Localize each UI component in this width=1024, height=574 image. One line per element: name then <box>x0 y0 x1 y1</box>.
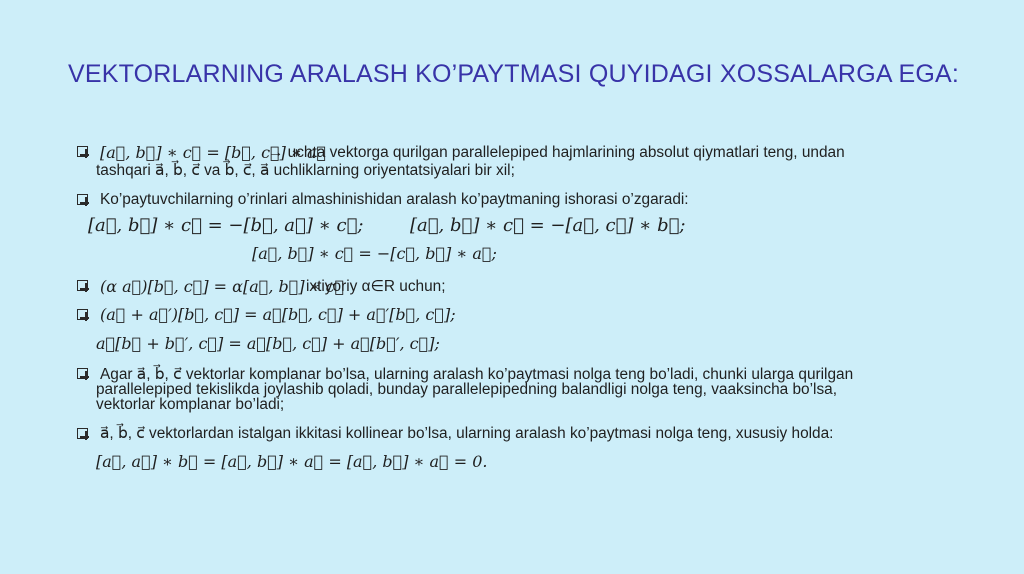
checkbox-bullet-icon <box>77 146 88 157</box>
checkbox-bullet-icon <box>77 194 88 205</box>
item-3-text: ixtiyoriy α∈R uchun; <box>306 278 446 295</box>
item-5-text-cont2: vektorlar komplanar bo’ladi; <box>96 396 285 413</box>
item-5-text-cont: parallelepiped tekislikda joylashib qoladi, bunday parallelepipedning balandligi nolga teng, vaaksincha bo’lsa, <box>96 381 837 398</box>
formula-2b: [a⃗, b⃗] ∗ c⃗ = −[a⃗, c⃗] ∗ b⃗; <box>410 215 686 236</box>
slide-title: VEKTORLARNING ARALASH KO’PAYTMASI QUYIDAGI XOSSALARGA EGA: <box>68 60 960 88</box>
formula-2a: [a⃗, b⃗] ∗ c⃗ = −[b⃗, a⃗] ∗ c⃗; <box>88 215 364 236</box>
item-1-text-cont: tashqari a⃗, b⃗, c⃗ va b⃗, c⃗, a⃗ uchliklarning oriyentatsiyalari bir xil; <box>96 162 515 179</box>
item-5-text: Agar a⃗, b⃗, c⃗ vektorlar komplanar bo’lsa, ularning aralash ko’paytmasi nolga teng bo’ladi, chunki ularga qurilgan <box>100 366 854 383</box>
checkbox-bullet-icon <box>77 309 88 320</box>
checkbox-bullet-icon <box>77 368 88 379</box>
formula-4a: (a⃗ + a⃗′)[b⃗, c⃗] = a⃗[b⃗, c⃗] + a⃗′[b⃗, c⃗]; <box>100 305 456 324</box>
formula-3: (α a⃗)[b⃗, c⃗] = α[a⃗, b⃗] ∗ c⃗ <box>100 277 345 296</box>
item-1-text: → uchta vektorga qurilgan parallelepiped hajmlarining absolut qiymatlari teng, undan <box>268 144 845 161</box>
formula-6: [a⃗, a⃗] ∗ b⃗ = [a⃗, b⃗] ∗ a⃗ = [a⃗, b⃗] ∗ a⃗ = 0. <box>96 452 488 471</box>
checkbox-bullet-icon <box>77 280 88 291</box>
formula-1: [a⃗, b⃗] ∗ c⃗ = [b⃗, c⃗] ∗ a⃗ <box>100 143 327 162</box>
item-6-text: a⃗, b⃗, c⃗ vektorlardan istalgan ikkitasi kollinear bo’lsa, ularning aralash ko’paytmasi nolga teng, xususiy holda: <box>100 425 834 442</box>
formula-2c: [a⃗, b⃗] ∗ c⃗ = −[c⃗, b⃗] ∗ a⃗; <box>252 244 497 263</box>
formula-4b: a⃗[b⃗ + b⃗′, c⃗] = a⃗[b⃗, c⃗] + a⃗[b⃗′, c⃗]; <box>96 334 440 353</box>
checkbox-bullet-icon <box>77 428 88 439</box>
item-2-text: Ko’paytuvchilarning o’rinlari almashinishidan aralash ko’paytmaning ishorasi o’zgaradi: <box>100 191 689 208</box>
